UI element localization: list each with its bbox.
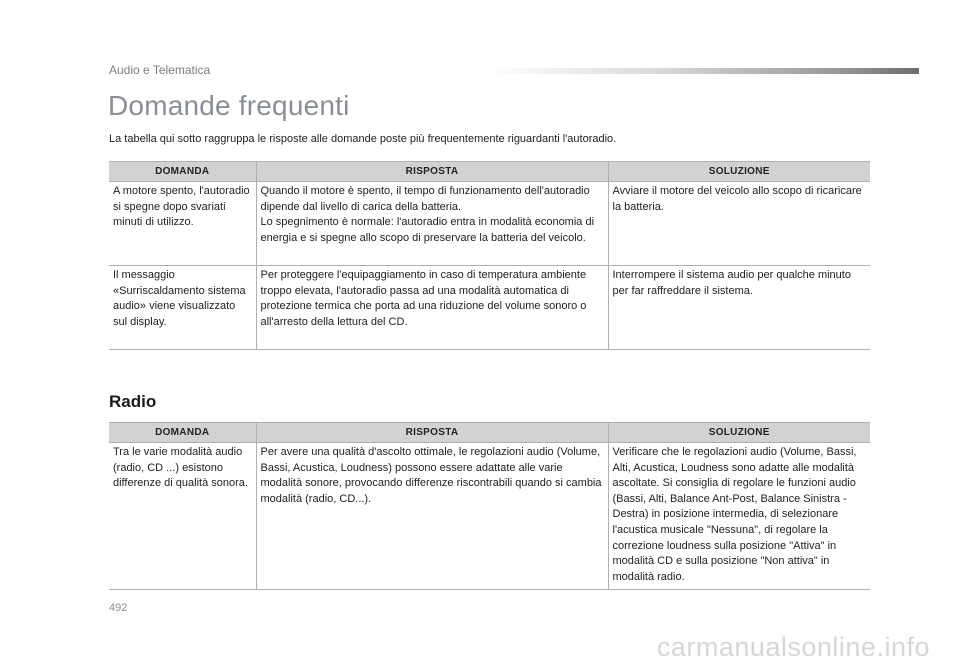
answer-cell — [256, 443, 608, 590]
answer-line: Lo spegnimento è normale: l'autoradio entra in modalità economia di energia e si spegne allo scopo di preservare la batteria del veicolo. — [260, 216, 595, 244]
question-cell: Tra le varie modalità audio (radio, CD ...) esistono differenze di qualità sonora. — [109, 443, 256, 590]
radio-section-title: Radio — [109, 392, 157, 411]
watermark-text: carmanualsonline.info — [656, 632, 930, 662]
answer-line: Per proteggere l'equipaggiamento in caso di temperatura ambiente troppo elevata, l'autoradio passa ad una modalità automatica di protezione termica che porta ad una riduzione del volume sonoro o all'arresto della lettura del CD. — [260, 269, 587, 328]
question-cell: Il messaggio «Surriscaldamento sistema audio» viene visualizzato sul display. — [109, 266, 256, 350]
solution-cell: Interrompere il sistema audio per qualche minuto per far raffreddare il sistema. — [608, 266, 870, 350]
column-header-answer: RISPOSTA — [256, 162, 608, 182]
header-gradient-bar — [487, 68, 919, 74]
table-row — [109, 182, 870, 266]
column-header-solution: SOLUZIONE — [608, 423, 870, 443]
solution-cell: Avviare il motore del veicolo allo scopo di ricaricare la batteria. — [608, 182, 870, 266]
answer-cell — [256, 266, 608, 350]
intro-text: La tabella qui sotto raggruppa le risposte alle domande poste più frequentemente riguardanti l'autoradio. — [109, 133, 617, 145]
table-row — [109, 266, 870, 350]
table-header-row — [109, 423, 870, 443]
answer-line: Per avere una qualità d'ascolto ottimale, le regolazioni audio (Volume, Bassi, Acustica, Loudness) possono essere adattate alle varie modalità sonore, provocando differenze riscontrabili quando si cambia modalità (radio, CD...). — [260, 446, 602, 505]
table-row — [109, 443, 870, 590]
column-header-question: DOMANDA — [109, 423, 256, 443]
faq-table-radio — [109, 422, 870, 590]
column-header-question: DOMANDA — [109, 162, 256, 182]
column-header-solution: SOLUZIONE — [608, 162, 870, 182]
table-header-row — [109, 162, 870, 182]
page-number: 492 — [109, 602, 128, 614]
answer-line: Quando il motore è spento, il tempo di funzionamento dell'autoradio dipende dal livello di carica della batteria. — [260, 185, 590, 213]
column-header-answer: RISPOSTA — [256, 423, 608, 443]
section-header-label: Audio e Telematica — [109, 63, 211, 77]
faq-table-general — [109, 161, 870, 350]
solution-cell: Verificare che le regolazioni audio (Volume, Bassi, Alti, Acustica, Loudness sono adatte alle modalità ascoltate. Si consiglia di regolare le funzioni audio (Bassi, Alti, Balance Ant-Post, Balance Sinistra - Destra) in posizione intermedia, di selezionare l'acustica musicale "Nessuna", di regolare la correzione loudness sulla posizione "Attiva" in modalità CD e sulla posizione "Non attiva" in modalità radio. — [608, 443, 870, 590]
question-cell: A motore spento, l'autoradio si spegne dopo svariati minuti di utilizzo. — [109, 182, 256, 266]
page-title: Domande frequenti — [108, 90, 350, 121]
answer-cell — [256, 182, 608, 266]
